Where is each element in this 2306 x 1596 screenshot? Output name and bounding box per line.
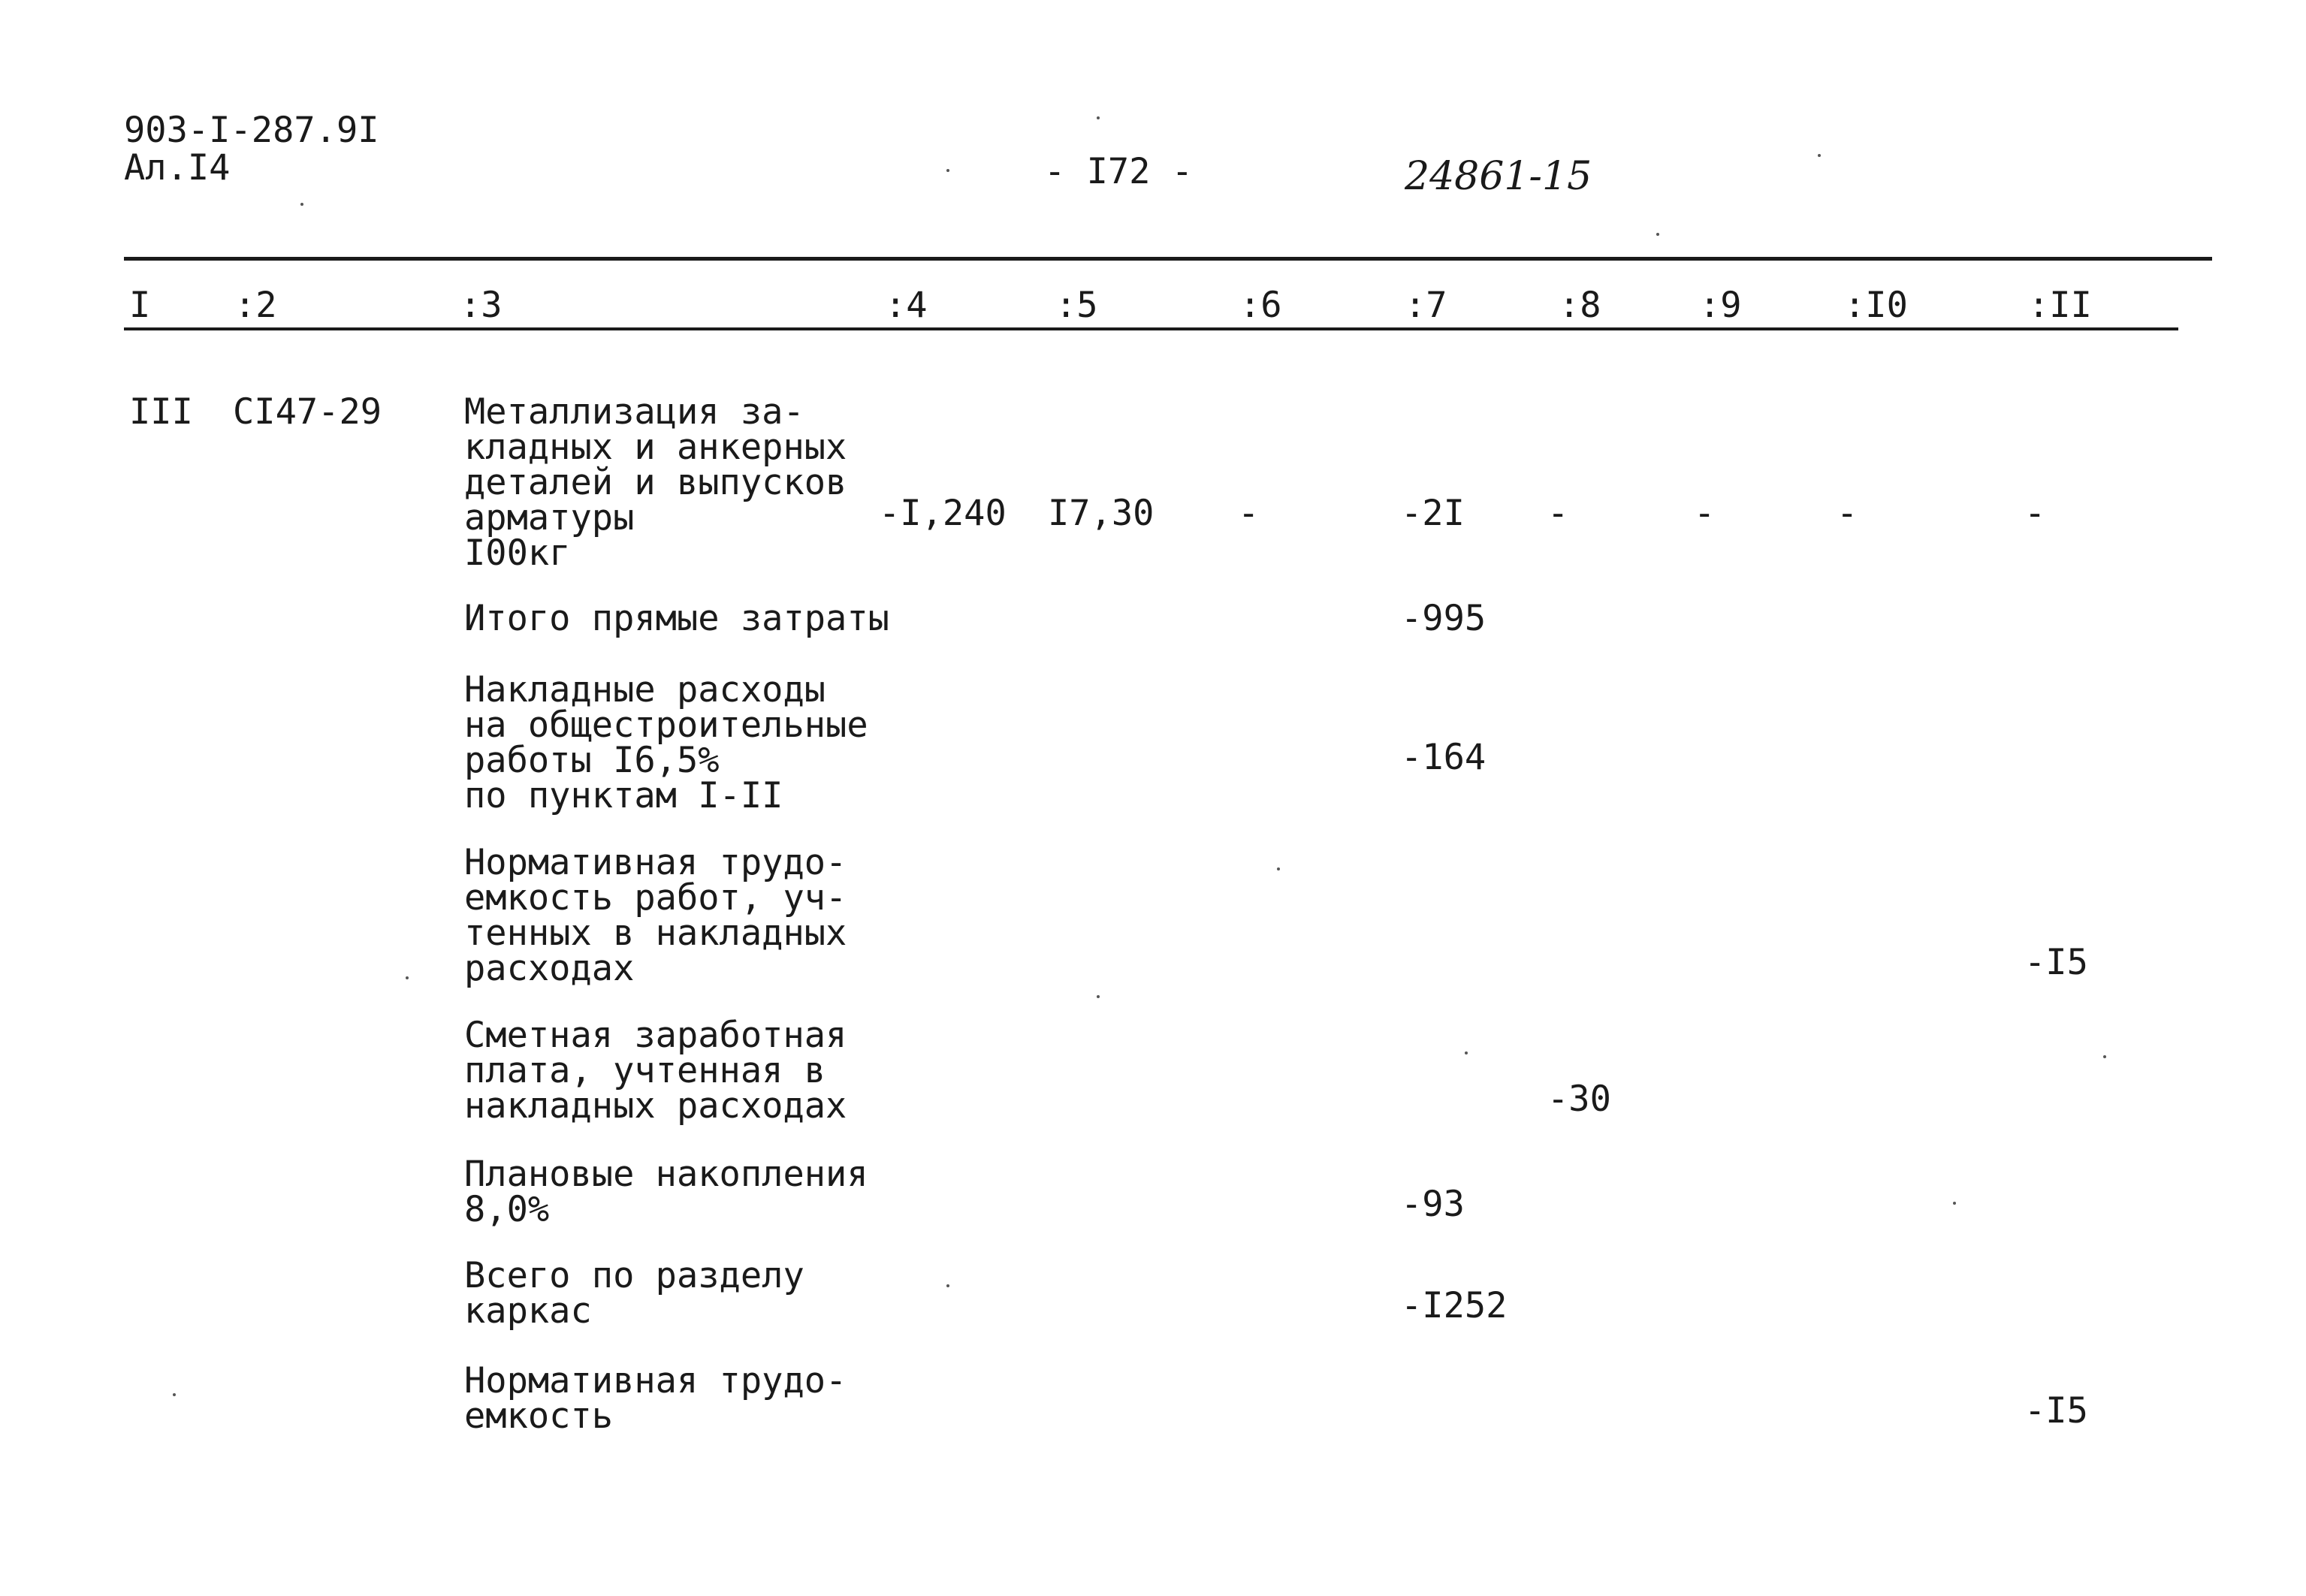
total-label: Всего по разделу каркас [464,1255,804,1332]
scan-speck [1465,1051,1468,1054]
direct-costs-label: Итого прямые затраты [464,598,889,639]
row-col6: - [1238,493,1260,534]
scan-speck [946,169,949,172]
sheet-number: Ал.I4 [124,147,231,189]
row-col7: -2I [1401,493,1465,534]
column-header-7: :7 [1405,285,1447,326]
wage-value: -30 [1547,1079,1611,1120]
column-header-9: :9 [1699,285,1742,326]
row-col11: - [2024,493,2046,534]
scan-speck [1818,154,1821,157]
row-code: CI47-29 [233,391,382,433]
scan-speck [173,1393,176,1396]
labor-total-label: Нормативная трудо- емкость [464,1360,847,1437]
scan-speck [1656,233,1659,236]
row-quantity: -I,240 [879,493,1007,534]
column-header-4: :4 [885,285,928,326]
scan-speck [946,1284,949,1287]
labor-total-value: -I5 [2024,1390,2088,1432]
scan-speck [1097,995,1100,998]
direct-costs-value: -995 [1401,598,1487,639]
total-value: -I252 [1401,1285,1508,1326]
scan-speck [1277,867,1280,870]
column-header-8: :8 [1559,285,1601,326]
labor-overhead-label: Нормативная трудо- емкость работ, уч- тенных в накладных расходах [464,842,847,989]
wage-label: Сметная заработная плата, учтенная в накладных расходах [464,1015,847,1127]
column-header-10: :I0 [1844,285,1908,326]
inventory-number: 24861-15 [1405,154,1592,199]
scan-speck [1953,1202,1956,1205]
scan-speck [300,203,303,206]
document-number: 903-I-287.9I [124,110,379,151]
column-header-2: :2 [234,285,277,326]
labor-overhead-value: -I5 [2024,942,2088,983]
column-header-5: :5 [1055,285,1098,326]
row-unit-price: I7,30 [1048,493,1155,534]
row-col10: - [1837,493,1858,534]
row-col8: - [1547,493,1569,534]
column-header-1: I [129,285,151,326]
row-col9: - [1694,493,1716,534]
row-description: Металлизация за- кладных и анкерных деталей и выпусков арматуры I00кг [464,391,847,574]
column-header-6: :6 [1239,285,1282,326]
column-header-11: :II [2028,285,2092,326]
planned-savings-value: -93 [1401,1184,1465,1225]
overhead-label: Накладные расходы на общестроительные работы I6,5% по пунктам I-II [464,669,868,816]
page-number: - I72 - [1044,151,1194,192]
scan-speck [406,976,409,979]
column-header-3: :3 [460,285,503,326]
scan-speck [2103,1055,2106,1058]
planned-savings-label: Плановые накопления 8,0% [464,1154,868,1230]
header-rule [124,327,2178,330]
row-number: III [129,391,193,433]
overhead-value: -164 [1401,737,1487,778]
top-rule [124,257,2212,261]
scan-speck [1097,116,1100,119]
